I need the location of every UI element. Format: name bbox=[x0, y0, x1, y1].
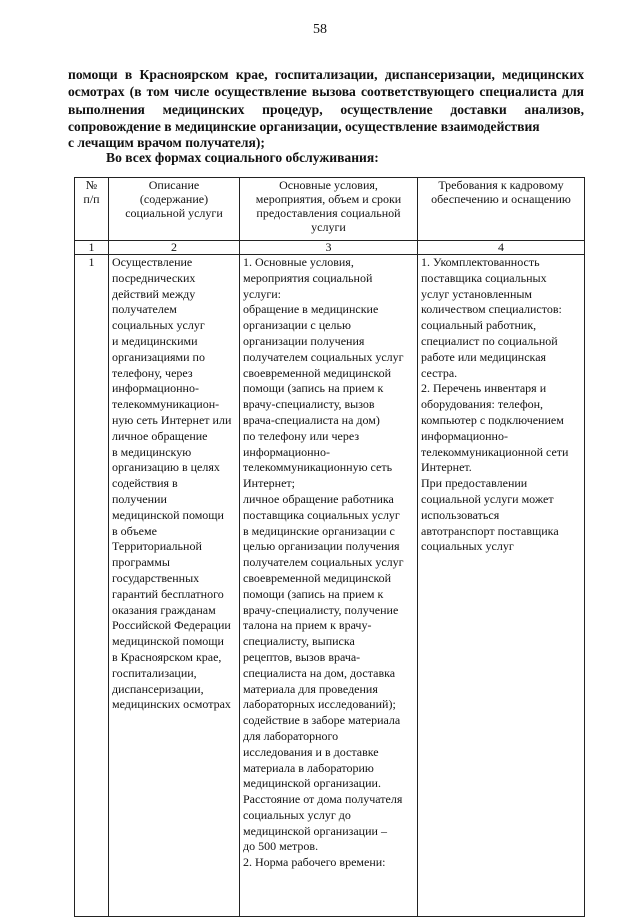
column-number: 4 bbox=[418, 241, 585, 255]
service-description: Осуществление посреднических действий между получателем социальных услуг и медицинскими организациями по телефону, через информационно- телекоммуникацион- ную сеть Интернет или личное обращение в медицинскую организацию в целях содействия в получении медицинской помощи в объеме Территориальной программы государственных гарантий бесплатного оказания гражданам Российской Федерации медицинской помощи в Красноярском крае, госпитализации, диспансеризации, медицинских осмотрах bbox=[109, 255, 240, 917]
header-number: № п/п bbox=[75, 178, 109, 241]
column-number-row bbox=[75, 241, 585, 255]
table-header-row bbox=[75, 178, 585, 241]
header-requirements: Требования к кадровому обеспечению и оснащению bbox=[418, 178, 585, 241]
header-description: Описание (содержание) социальной услуги bbox=[109, 178, 240, 241]
services-table bbox=[74, 177, 585, 917]
header-conditions: Основные условия, мероприятия, объем и сроки предоставления социальной услуги bbox=[240, 178, 418, 241]
page-number: 58 bbox=[313, 22, 327, 37]
table-intro: Во всех формах социального обслуживания: bbox=[106, 150, 379, 165]
column-number: 3 bbox=[240, 241, 418, 255]
row-number: 1 bbox=[75, 255, 109, 917]
table-row bbox=[75, 255, 585, 917]
column-number: 1 bbox=[75, 241, 109, 255]
service-requirements: 1. Укомплектованность поставщика социальных услуг установленным количеством специалистов: социальный работник, специалист по социальной работе или медицинская сестра. 2. Перечень инвентаря и оборудования: телефон, компьютер с подключением информационно- телекоммуникационной сети Интернет. При предоставлении социальной услуги может использоваться автотранспорт поставщика социальных услуг bbox=[418, 255, 585, 917]
column-number: 2 bbox=[109, 241, 240, 255]
service-conditions: 1. Основные условия, мероприятия социальной услуги: обращение в медицинские организации с целью организации получения получателем социальных услуг своевременной медицинской помощи (запись на прием к врачу-специалисту, вызов врача-специалиста на дом) по телефону или через информационно- телекоммуникационную сеть Интернет; личное обращение работника поставщика социальных услуг в медицинские организации с целью организации получения получателем социальных услуг своевременной медицинской помощи (запись на прием к врачу-специалисту, получение талона на прием к врачу- специалисту, выписка рецептов, вызов врача- специалиста на дом, доставка материала для проведения лабораторных исследований); содействие в заборе материала для лабораторного исследования и в доставке материала в лабораторию медицинской организации. Расстояние от дома получателя социальных услуг до медицинской организации – до 500 метров. 2. Норма рабочего времени: bbox=[240, 255, 418, 917]
body-paragraph: помощи в Красноярском крае, госпитализации, диспансеризации, медицинских осмотрах (в том числе осуществление вызова соответствующего специалиста для выполнения медицинских процедур, осуществление доставки анализов, сопровождение в медицинские организации, осуществление взаимодействия bbox=[68, 67, 584, 134]
body-paragraph-end: с лечащим врачом получателя); bbox=[68, 135, 265, 150]
